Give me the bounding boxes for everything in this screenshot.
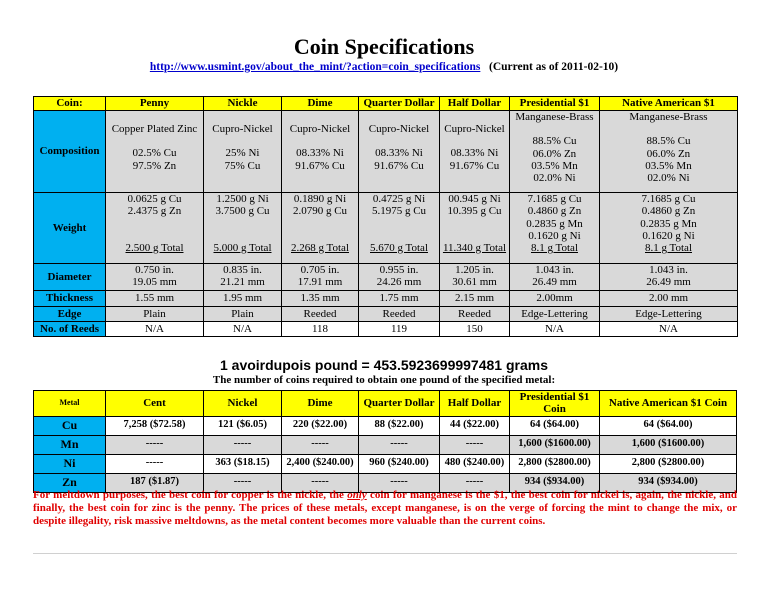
reeds-cell: 118 bbox=[282, 322, 359, 337]
diameter-cell: 0.705 in. 17.91 mm bbox=[282, 264, 359, 291]
edge-label: Edge bbox=[34, 307, 106, 322]
edge-cell: Edge-Lettering bbox=[600, 307, 738, 322]
weight-cell: 0.0625 g Cu 2.4375 g Zn 2.500 g Total bbox=[106, 193, 204, 264]
metal-header-row bbox=[34, 391, 737, 417]
spec-header: Half Dollar bbox=[440, 97, 510, 111]
metal-cell: 363 ($18.15) bbox=[204, 454, 282, 473]
reeds-cell: N/A bbox=[600, 322, 738, 337]
diameter-cell: 0.750 in. 19.05 mm bbox=[106, 264, 204, 291]
metal-header: Dime bbox=[282, 391, 359, 417]
metal-cell: 2,400 ($240.00) bbox=[282, 454, 359, 473]
metal-label: Ni bbox=[34, 454, 106, 473]
metal-cell: ----- bbox=[282, 473, 359, 492]
edge-row bbox=[34, 307, 738, 322]
edge-cell: Reeded bbox=[282, 307, 359, 322]
page-title: Coin Specifications bbox=[293, 34, 475, 59]
spec-header: Native American $1 bbox=[600, 97, 738, 111]
avoirdupois-heading: 1 avoirdupois pound = 453.5923699997481 grams bbox=[219, 357, 548, 373]
composition-cell: Cupro-Nickel 25% Ni 75% Cu bbox=[204, 111, 282, 193]
avoirdupois-subheading: The number of coins required to obtain one pound of the specified metal: bbox=[212, 374, 556, 386]
metal-cell: 7,258 ($72.58) bbox=[106, 416, 204, 435]
reeds-cell: 119 bbox=[359, 322, 440, 337]
metal-cell: 960 ($240.00) bbox=[359, 454, 440, 473]
meltdown-note: For meltdown purposes, the best coin for copper is the nickle, the only coin for manganese is the $1, the best coin for nickel is, again, the nickle, and finally, the best coin for zinc is the penny. The prices of these metals, except manganese, is on the verge of forcing the mint to change the mix, or despite illegality, risk massive meltdowns, as the metal content becomes more valuable than the current coins. bbox=[33, 489, 737, 527]
edge-cell: Reeded bbox=[440, 307, 510, 322]
metal-label: Mn bbox=[34, 435, 106, 454]
metal-header: Quarter Dollar bbox=[359, 391, 440, 417]
diameter-label: Diameter bbox=[34, 264, 106, 291]
weight-cell: 7.1685 g Cu 0.4860 g Zn 0.2835 g Mn 0.1620 g Ni 8.1 g Total bbox=[600, 193, 738, 264]
spec-header: Dime bbox=[282, 97, 359, 111]
thickness-cell: 2.15 mm bbox=[440, 291, 510, 307]
thickness-cell: 2.00mm bbox=[510, 291, 600, 307]
composition-cell: Cupro-Nickel 08.33% Ni 91.67% Cu bbox=[359, 111, 440, 193]
thickness-cell: 1.75 mm bbox=[359, 291, 440, 307]
reeds-cell: N/A bbox=[106, 322, 204, 337]
weight-cell: 00.945 g Ni 10.395 g Cu 11.340 g Total bbox=[440, 193, 510, 264]
thickness-cell: 1.95 mm bbox=[204, 291, 282, 307]
source-link[interactable]: http://www.usmint.gov/about_the_mint/?action=coin_specifications bbox=[149, 61, 481, 73]
metal-cell: 480 ($240.00) bbox=[440, 454, 510, 473]
reeds-row bbox=[34, 322, 738, 337]
diameter-cell: 0.835 in. 21.21 mm bbox=[204, 264, 282, 291]
divider bbox=[33, 553, 737, 554]
thickness-row bbox=[34, 291, 738, 307]
composition-label: Composition bbox=[34, 111, 106, 193]
metal-cell: ----- bbox=[204, 473, 282, 492]
spec-header-row bbox=[34, 97, 738, 111]
reeds-cell: 150 bbox=[440, 322, 510, 337]
edge-cell: Reeded bbox=[359, 307, 440, 322]
metal-cell: ----- bbox=[106, 454, 204, 473]
metal-cell: ----- bbox=[440, 435, 510, 454]
current-as-of: (Current as of 2011-02-10) bbox=[488, 61, 619, 73]
diameter-cell: 1.205 in. 30.61 mm bbox=[440, 264, 510, 291]
spec-header: Quarter Dollar bbox=[359, 97, 440, 111]
metal-header: Nickel bbox=[204, 391, 282, 417]
metal-cell: 934 ($934.00) bbox=[600, 473, 737, 492]
metal-cell: 64 ($64.00) bbox=[600, 416, 737, 435]
metal-row-cu bbox=[34, 416, 737, 435]
metal-cell: 934 ($934.00) bbox=[510, 473, 600, 492]
metal-cell: 187 ($1.87) bbox=[106, 473, 204, 492]
metal-cell: 64 ($64.00) bbox=[510, 416, 600, 435]
metal-cell: 220 ($22.00) bbox=[282, 416, 359, 435]
metal-cell: 1,600 ($1600.00) bbox=[600, 435, 737, 454]
edge-cell: Plain bbox=[204, 307, 282, 322]
metal-coin-table bbox=[33, 390, 737, 493]
edge-cell: Plain bbox=[106, 307, 204, 322]
thickness-cell: 1.55 mm bbox=[106, 291, 204, 307]
metal-header: Native American $1 Coin bbox=[600, 391, 737, 417]
metal-cell: 2,800 ($2800.00) bbox=[600, 454, 737, 473]
metal-label: Cu bbox=[34, 416, 106, 435]
metal-cell: ----- bbox=[440, 473, 510, 492]
metal-header: Cent bbox=[106, 391, 204, 417]
spec-header: Penny bbox=[106, 97, 204, 111]
metal-cell: 2,800 ($2800.00) bbox=[510, 454, 600, 473]
composition-cell: Manganese-Brass 88.5% Cu 06.0% Zn 03.5% Mn 02.0% Ni bbox=[600, 111, 738, 193]
coin-spec-table bbox=[33, 96, 738, 337]
weight-cell: 0.1890 g Ni 2.0790 g Cu 2.268 g Total bbox=[282, 193, 359, 264]
diameter-cell: 0.955 in. 24.26 mm bbox=[359, 264, 440, 291]
spec-header: Presidential $1 bbox=[510, 97, 600, 111]
metal-row-mn bbox=[34, 435, 737, 454]
thickness-cell: 1.35 mm bbox=[282, 291, 359, 307]
metal-header: Half Dollar bbox=[440, 391, 510, 417]
metal-row-ni bbox=[34, 454, 737, 473]
metal-cell: ----- bbox=[106, 435, 204, 454]
thickness-cell: 2.00 mm bbox=[600, 291, 738, 307]
diameter-row bbox=[34, 264, 738, 291]
edge-cell: Edge-Lettering bbox=[510, 307, 600, 322]
metal-cell: 121 ($6.05) bbox=[204, 416, 282, 435]
composition-cell: Manganese-Brass 88.5% Cu 06.0% Zn 03.5% Mn 02.0% Ni bbox=[510, 111, 600, 193]
composition-cell: Cupro-Nickel 08.33% Ni 91.67% Cu bbox=[440, 111, 510, 193]
weight-cell: 7.1685 g Cu 0.4860 g Zn 0.2835 g Mn 0.1620 g Ni 8.1 g Total bbox=[510, 193, 600, 264]
composition-row bbox=[34, 111, 738, 193]
spec-header: Coin: bbox=[34, 97, 106, 111]
metal-cell: 88 ($22.00) bbox=[359, 416, 440, 435]
reeds-label: No. of Reeds bbox=[34, 322, 106, 337]
metal-cell: ----- bbox=[282, 435, 359, 454]
metal-cell: 44 ($22.00) bbox=[440, 416, 510, 435]
reeds-cell: N/A bbox=[510, 322, 600, 337]
weight-label: Weight bbox=[34, 193, 106, 264]
weight-cell: 1.2500 g Ni 3.7500 g Cu 5.000 g Total bbox=[204, 193, 282, 264]
composition-cell: Copper Plated Zinc 02.5% Cu 97.5% Zn bbox=[106, 111, 204, 193]
diameter-cell: 1.043 in. 26.49 mm bbox=[510, 264, 600, 291]
spec-header: Nickle bbox=[204, 97, 282, 111]
metal-cell: 1,600 ($1600.00) bbox=[510, 435, 600, 454]
reeds-cell: N/A bbox=[204, 322, 282, 337]
metal-header: Metal bbox=[34, 391, 106, 417]
metal-cell: ----- bbox=[359, 435, 440, 454]
composition-cell: Cupro-Nickel 08.33% Ni 91.67% Cu bbox=[282, 111, 359, 193]
weight-row bbox=[34, 193, 738, 264]
diameter-cell: 1.043 in. 26.49 mm bbox=[600, 264, 738, 291]
metal-cell: ----- bbox=[359, 473, 440, 492]
source-line bbox=[0, 61, 768, 73]
metal-cell: ----- bbox=[204, 435, 282, 454]
metal-header: Presidential $1 Coin bbox=[510, 391, 600, 417]
metal-label: Zn bbox=[34, 473, 106, 492]
thickness-label: Thickness bbox=[34, 291, 106, 307]
weight-cell: 0.4725 g Ni 5.1975 g Cu 5.670 g Total bbox=[359, 193, 440, 264]
